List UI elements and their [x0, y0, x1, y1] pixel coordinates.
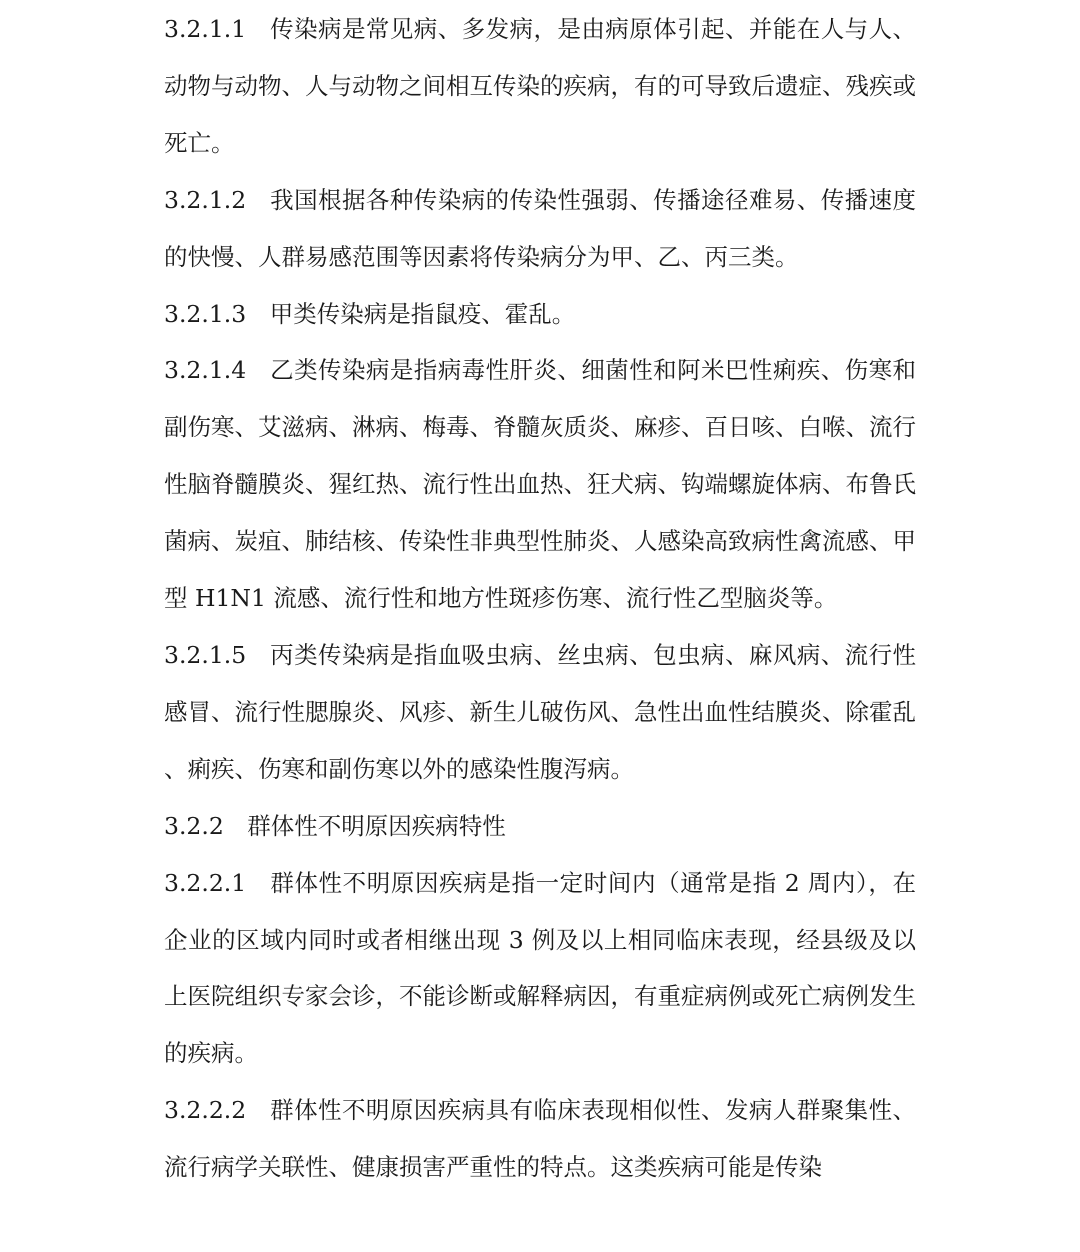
clause-text: 乙类传染病是指病毒性肝炎、细菌性和阿米巴性痢疾、伤寒和副伤寒、艾滋病、淋病、梅毒、脊髓灰质炎、麻疹、百日咳、白喉、流行性脑脊髓膜炎、猩红热、流行性出血热、狂犬病、钩端螺旋体病、布鲁氏菌病、炭疽、肺结核、传染性非典型性肺炎、人感染高致病性禽流感、甲型 H1N1 流感、流行性和地方性斑疹伤寒、流行性乙型脑炎等。: [164, 356, 916, 613]
clause-text: 传染病是常见病、多发病，是由病原体引起、并能在人与人、动物与动物、人与动物之间相互传染的疾病，有的可导致后遗症、残疾或死亡。: [164, 15, 916, 157]
clause-text: 群体性不明原因疾病是指一定时间内（通常是指 2 周内），在企业的区域内同时或者相继出现 3 例及以上相同临床表现，经县级及以上医院组织专家会诊，不能诊断或解释病因，有重症病例或死亡病例发生的疾病。: [164, 868, 916, 1068]
clause-number: 3.2.2.1: [164, 868, 247, 897]
clause-text: 我国根据各种传染病的传染性强弱、传播途径难易、传播速度的快慢、人群易感范围等因素将传染病分为甲、乙、丙三类。: [164, 185, 916, 271]
clause-text: 丙类传染病是指血吸虫病、丝虫病、包虫病、麻风病、流行性感冒、流行性腮腺炎、风疹、新生儿破伤风、急性出血性结膜炎、除霍乱、痢疾、伤寒和副伤寒以外的感染性腹泻病。: [164, 640, 916, 783]
clause-text: 甲类传染病是指鼠疫、霍乱。: [269, 299, 576, 328]
document-page: [164, 0, 916, 1196]
section-heading-text: 群体性不明原因疾病特性: [247, 811, 506, 840]
clause-3-2-2-1: [164, 855, 916, 1083]
clause-3-2-2-2: [164, 1082, 916, 1196]
clause-number: 3.2.2: [164, 811, 224, 840]
clause-number: 3.2.1.4: [164, 356, 247, 385]
section-heading-3-2-2: [164, 798, 916, 855]
clause-text: 群体性不明原因疾病具有临床表现相似性、发病人群聚集性、流行病学关联性、健康损害严重性的特点。这类疾病可能是传染: [164, 1096, 916, 1182]
clause-3-2-1-1: [164, 1, 916, 172]
clause-number: 3.2.2.2: [164, 1096, 247, 1125]
clause-number: 3.2.1.3: [164, 299, 247, 328]
clause-3-2-1-2: [164, 172, 916, 286]
clause-number: 3.2.1.2: [164, 185, 247, 214]
clause-number: 3.2.1.1: [164, 15, 247, 43]
clause-number: 3.2.1.5: [164, 640, 247, 669]
clause-3-2-1-3: [164, 286, 916, 343]
clause-3-2-1-4: [164, 342, 916, 627]
clause-3-2-1-5: [164, 627, 916, 798]
